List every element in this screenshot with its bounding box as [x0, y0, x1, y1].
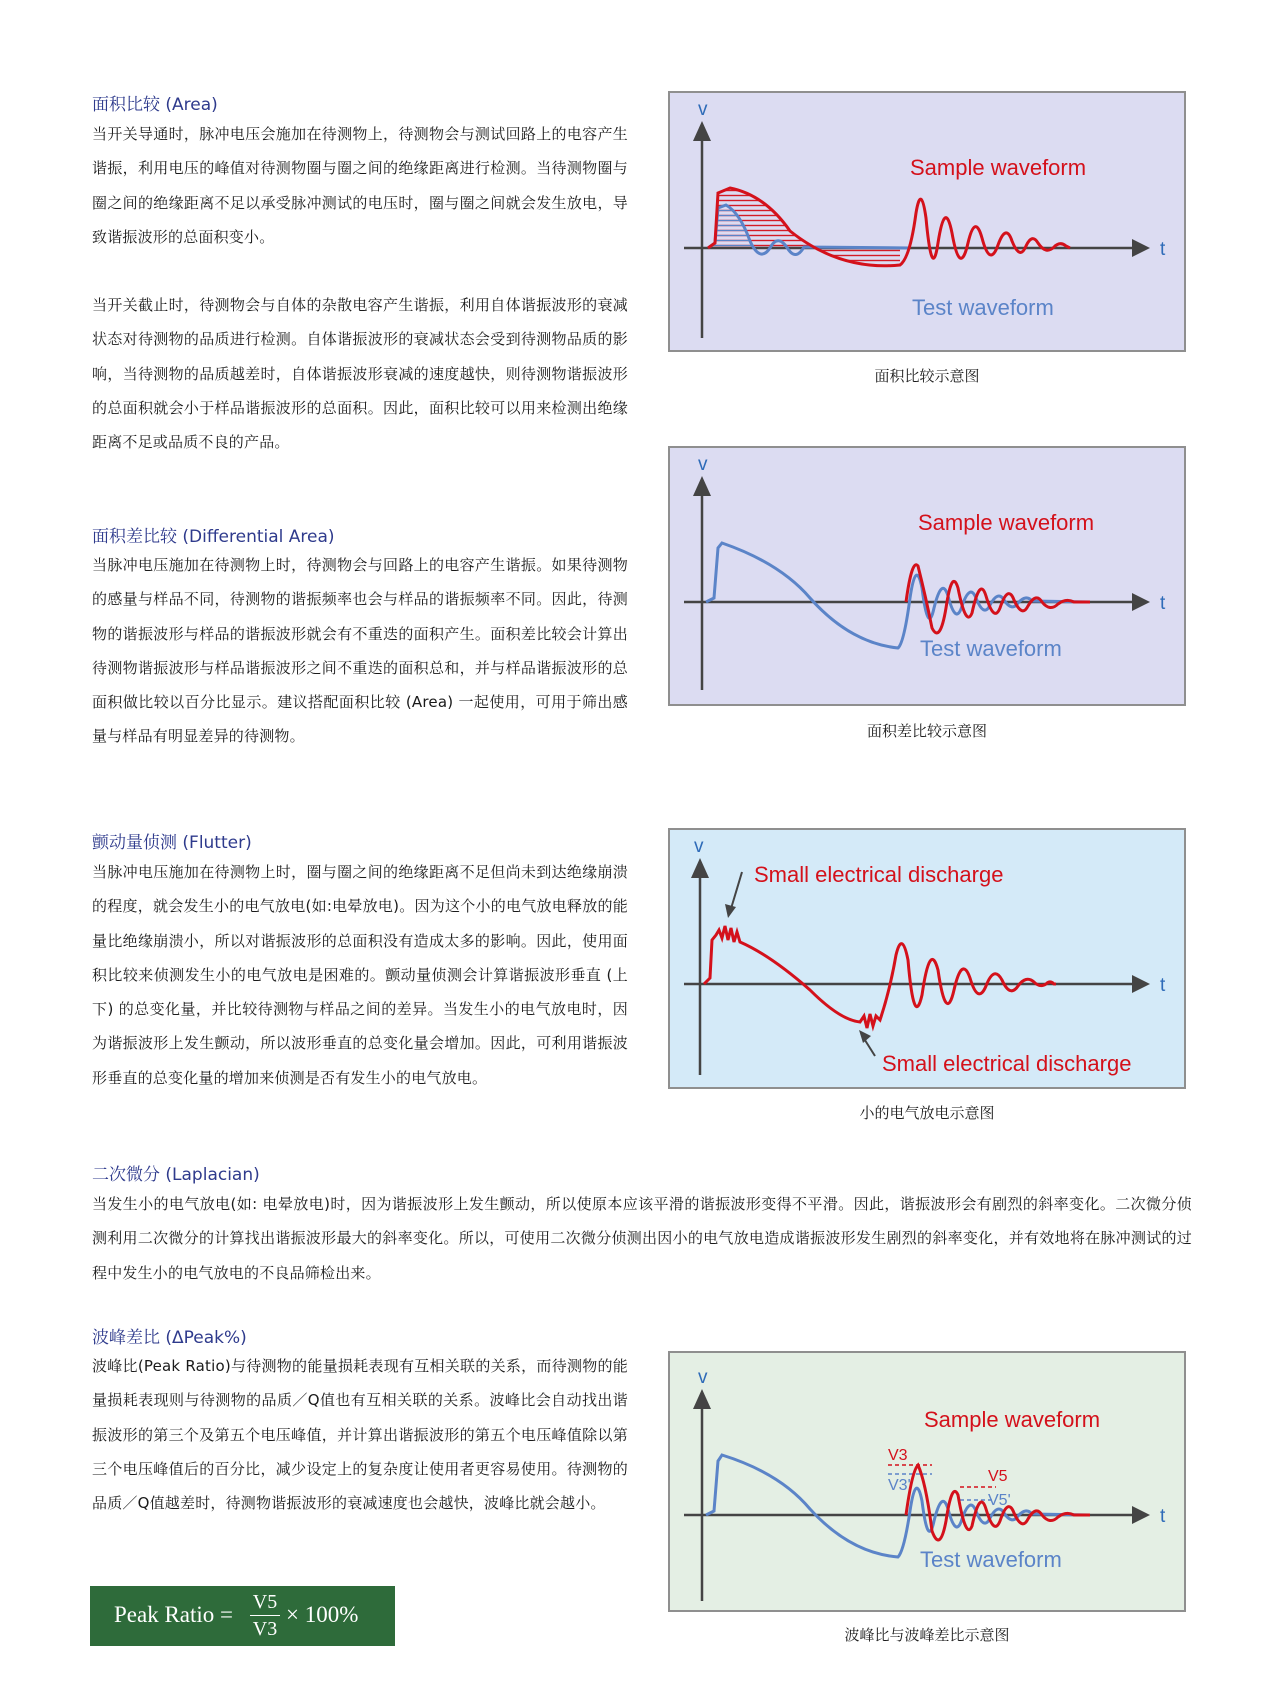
v-axis-arrow-icon [693, 1389, 711, 1409]
test-waveform [706, 543, 1090, 648]
t-axis-label: t [1160, 239, 1166, 260]
v5p-label: V5' [988, 1492, 1011, 1509]
formula-fraction [250, 1589, 280, 1642]
v-axis-label: v [698, 99, 708, 120]
v-axis-label: v [698, 1367, 708, 1388]
flutter-paragraph: 当脉冲电压施加在待测物上时，圈与圈之间的绝缘距离不足但尚未到达绝缘崩溃的程度，就会发生小的电气放电(如:电晕放电)。因为这个小的电气放电释放的能量比绝缘崩溃小，所以对谐振波形的总面积没有造成太多的影响。因此，使用面积比较来侦测发生小的电气放电是困难的。颤动量侦测会计算谐振波形垂直 (上下) 的总变化量，并比较待测物与样品之间的差异。当发生小的电气放电时，因为谐振波形上发生颤动，所以波形垂直的总变化量会增加。因此，可利用谐振波形垂直的总变化量的增加来侦测是否有发生小的电气放电。 [92, 863, 628, 1087]
area-paragraph-2: 当开关截止时，待测物会与自体的杂散电容产生谐振，利用自体谐振波形的衰减状态对待测物的品质进行检测。自体谐振波形的衰减状态会受到待测物品质的影响，当待测物的品质越差时，自体谐振波形衰减的速度越快，则待测物谐振波形的总面积就会小于样品谐振波形的总面积。因此，面积比较可以用来检测出绝缘距离不足或品质不良的产品。 [92, 296, 628, 452]
sample-waveform-label: Sample waveform [910, 155, 1087, 180]
v3-label: V3 [888, 1447, 908, 1464]
test-waveform-label: Test waveform [920, 1547, 1062, 1572]
figure-area [668, 91, 1186, 352]
formula-rhs: × 100% [286, 1602, 359, 1627]
caption-peak: 波峰比与波峰差比示意图 [844, 1626, 1010, 1644]
formula-numerator: V5 [250, 1589, 280, 1616]
test-waveform-label: Test waveform [920, 636, 1062, 661]
sample-waveform-label: Sample waveform [918, 510, 1095, 535]
caption-flutter: 小的电气放电示意图 [859, 1104, 995, 1122]
section-title-flutter: 颤动量侦测 (Flutter) [92, 833, 252, 853]
section-title-laplacian: 二次微分 (Laplacian) [92, 1165, 260, 1185]
peak-ratio-formula [90, 1586, 395, 1646]
test-waveform [706, 1455, 1090, 1557]
v-axis-label: v [698, 454, 708, 475]
figure-flutter [668, 828, 1186, 1089]
v-axis-arrow-icon [693, 476, 711, 496]
v-axis-arrow-icon [691, 858, 709, 878]
formula-lhs: Peak Ratio = [114, 1602, 234, 1627]
t-axis-label: t [1160, 1506, 1166, 1527]
v3p-label: V3' [888, 1477, 911, 1494]
area-paragraph-1: 当开关导通时，脉冲电压会施加在待测物上，待测物会与测试回路上的电容产生谐振，利用电压的峰值对待测物圈与圈之间的绝缘距离进行检测。当待测物圈与圈之间的绝缘距离不足以承受脉冲测试的电压时，圈与圈之间就会发生放电，导致谐振波形的总面积变小。 [92, 125, 628, 246]
discharge-arrow-top-icon [725, 904, 736, 918]
section-title-area: 面积比较 (Area) [92, 95, 218, 115]
discharge-label-top: Small electrical discharge [754, 862, 1004, 887]
caption-differential-area: 面积差比较示意图 [866, 722, 987, 740]
figure-differential-area [668, 446, 1186, 706]
t-axis-arrow-icon [1132, 975, 1150, 993]
laplacian-paragraph: 当发生小的电气放电(如: 电晕放电)时，因为谐振波形上发生颤动，所以使原本应该平滑的谐振波形变得不平滑。因此，谐振波形会有剧烈的斜率变化。二次微分侦测利用二次微分的计算找出谐振波形最大的斜率变化。所以，可使用二次微分侦测出因小的电气放电造成谐振波形发生剧烈的斜率变化，并有效地将在脉冲测试的过程中发生小的电气放电的不良品筛检出来。 [92, 1195, 1192, 1282]
t-axis-arrow-icon [1132, 239, 1150, 257]
test-waveform-label: Test waveform [912, 295, 1054, 320]
differential-area-paragraph: 当脉冲电压施加在待测物上时，待测物会与回路上的电容产生谐振。如果待测物的感量与样品不同，待测物的谐振频率也会与样品的谐振频率不同。因此，待测物的谐振波形与样品的谐振波形就会有不重迭的面积产生。面积差比较会计算出待测物谐振波形与样品谐振波形之间不重迭的面积总和，并与样品谐振波形的总面积做比较以百分比显示。建议搭配面积比较 (Area) 一起使用，可用于筛出感量与样品有明显差异的待测物。 [92, 556, 628, 746]
sample-waveform-label: Sample waveform [924, 1407, 1101, 1432]
section-title-peak: 波峰差比 (ΔPeak%) [92, 1328, 247, 1348]
v-axis-arrow-icon [693, 121, 711, 141]
v-axis-label: v [694, 836, 704, 857]
t-axis-arrow-icon [1132, 593, 1150, 611]
t-axis-label: t [1160, 593, 1166, 614]
formula-denominator: V3 [252, 1618, 278, 1640]
figure-peak [668, 1351, 1186, 1612]
sample-waveform [906, 565, 1090, 633]
t-axis-arrow-icon [1132, 1506, 1150, 1524]
t-axis-label: t [1160, 975, 1166, 996]
peak-paragraph: 波峰比(Peak Ratio)与待测物的能量损耗表现有互相关联的关系，而待测物的能量损耗表现则与待测物的品质／Q值也有互相关联的关系。波峰比会自动找出谐振波形的第三个及第五个电压峰值，并计算出谐振波形的第五个电压峰值除以第三个电压峰值后的百分比，减少设定上的复杂度让使用者更容易使用。待测物的品质／Q值越差时，待测物谐振波形的衰减速度也会越快，波峰比就会越小。 [92, 1357, 628, 1513]
discharge-label-bottom: Small electrical discharge [882, 1051, 1132, 1076]
v5-label: V5 [988, 1468, 1008, 1485]
section-title-differential-area: 面积差比较 (Differential Area) [92, 527, 335, 547]
caption-area: 面积比较示意图 [874, 367, 980, 385]
sample-waveform [704, 926, 1056, 1028]
discharge-arrow-bottom-icon [859, 1030, 871, 1043]
